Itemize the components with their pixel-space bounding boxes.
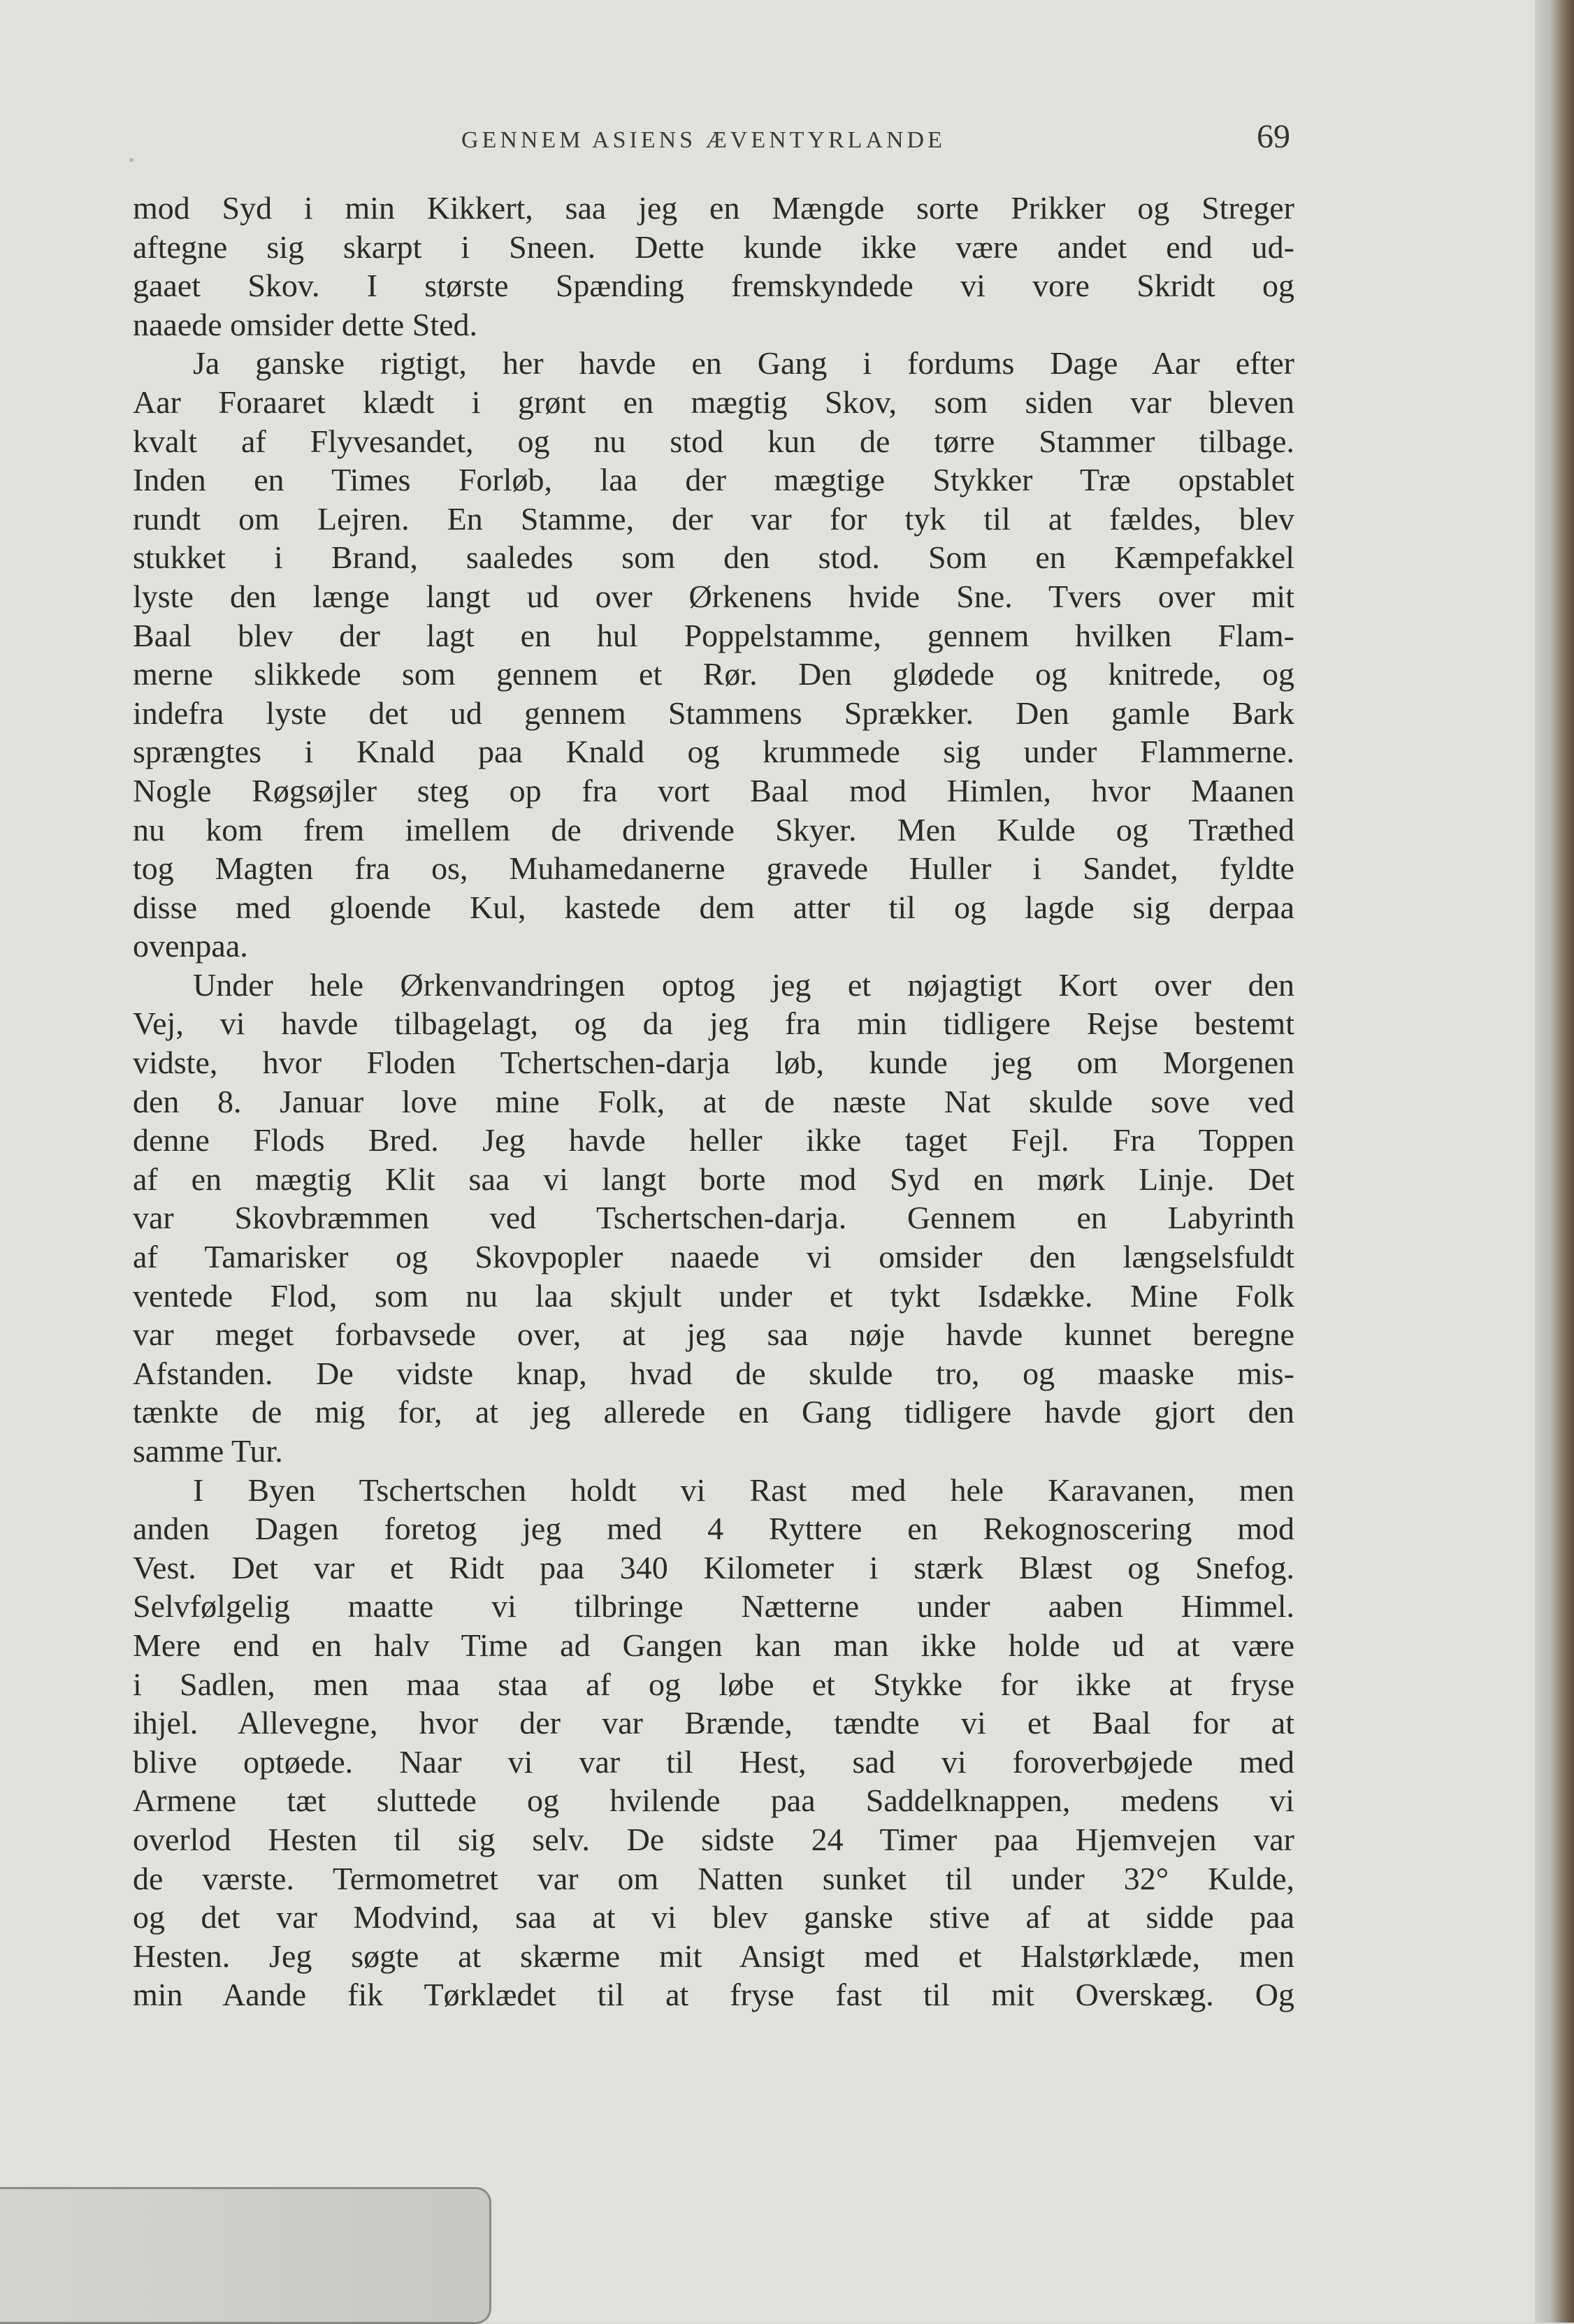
text-line: merne slikkede som gennem et Rør. Den glødede og knitrede, og: [133, 656, 1294, 692]
text-line: den 8. Januar love mine Folk, at de næste Nat skulde sove ved: [133, 1083, 1294, 1119]
text-line: tog Magten fra os, Muhamedanerne gravede Huller i Sandet, fyldte: [133, 850, 1294, 887]
text-line: Baal blev der lagt en hul Poppelstamme, gennem hvilken Flam-: [133, 617, 1294, 653]
text-line: og det var Modvind, saa at vi blev ganske stive af at sidde paa: [133, 1899, 1294, 1936]
text-line: Ja ganske rigtigt, her havde en Gang i fordums Dage Aar efter: [193, 345, 1294, 382]
text-line: min Aande fik Tørklædet til at fryse fast til mit Overskæg. Og: [133, 1977, 1294, 2013]
text-line: mod Syd i min Kikkert, saa jeg en Mængde sorte Prikker og Streger: [133, 190, 1294, 226]
text-line: lyste den længe langt ud over Ørkenens hvide Sne. Tvers over mit: [133, 578, 1294, 614]
page-header: [0, 117, 1535, 173]
text-line: I Byen Tschertschen holdt vi Rast med hele Karavanen, men: [193, 1472, 1294, 1508]
shelf-label-box: [0, 2187, 491, 2324]
text-line: af en mægtig Klit saa vi langt borte mod Syd en mørk Linje. Det: [133, 1161, 1294, 1197]
text-line: Inden en Times Forløb, laa der mægtige Stykker Træ opstablet: [133, 462, 1294, 498]
text-line: Aar Foraaret klædt i grønt en mægtig Skov, som siden var bleven: [133, 384, 1294, 420]
text-line: Vej, vi havde tilbagelagt, og da jeg fra min tidligere Rejse bestemt: [133, 1005, 1294, 1042]
text-line: ihjel. Allevegne, hvor der var Brænde, tændte vi et Baal for at: [133, 1705, 1294, 1741]
page-number: 69: [1257, 118, 1290, 155]
page-edge: [1535, 0, 1574, 2323]
text-line: rundt om Lejren. En Stamme, der var for tyk til at fældes, blev: [133, 500, 1294, 537]
text-line: naaede omsider dette Sted.: [133, 306, 478, 342]
text-line: Armene tæt sluttede og hvilende paa Saddelknappen, medens vi: [133, 1782, 1294, 1819]
text-line: stukket i Brand, saaledes som den stod. Som en Kæmpefakkel: [133, 539, 1294, 576]
text-line: sprængtes i Knald paa Knald og krummede sig under Flammerne.: [133, 734, 1294, 770]
text-line: Hesten. Jeg søgte at skærme mit Ansigt med et Halstørklæde, men: [133, 1938, 1294, 1974]
text-line: aftegne sig skarpt i Sneen. Dette kunde ikke være andet end ud-: [133, 228, 1294, 265]
text-line: overlod Hesten til sig selv. De sidste 24 Timer paa Hjemvejen var: [133, 1821, 1294, 1857]
text-line: var Skovbræmmen ved Tschertschen-darja. Gennem en Labyrinth: [133, 1200, 1294, 1236]
text-line: nu kom frem imellem de drivende Skyer. Men Kulde og Træthed: [133, 811, 1294, 848]
text-line: [133, 2014, 1294, 2054]
text-line: i Sadlen, men maa staa af og løbe et Stykke for ikke at fryse: [133, 1666, 1294, 1702]
text-line: Under hele Ørkenvandringen optog jeg et nøjagtigt Kort over den: [193, 966, 1294, 1003]
text-line: Nogle Røgsøjler steg op fra vort Baal mod Himlen, hvor Maanen: [133, 772, 1294, 808]
text-line: ventede Flod, som nu laa skjult under et tykt Isdække. Mine Folk: [133, 1277, 1294, 1314]
text-line: denne Flods Bred. Jeg havde heller ikke taget Fejl. Fra Toppen: [133, 1122, 1294, 1159]
text-line: var meget forbavsede over, at jeg saa nøje havde kunnet beregne: [133, 1316, 1294, 1353]
text-line: vidste, hvor Floden Tchertschen-darja løb, kunde jeg om Morgenen: [133, 1045, 1294, 1081]
text-line: blive optøede. Naar vi var til Hest, sad vi foroverbøjede med: [133, 1743, 1294, 1780]
text-line: gaaet Skov. I største Spænding fremskyndede vi vore Skridt og: [133, 268, 1294, 304]
text-line: Afstanden. De vidste knap, hvad de skulde tro, og maaske mis-: [133, 1355, 1294, 1391]
text-line: Selvfølgelig maatte vi tilbringe Nætterne under aaben Himmel.: [133, 1588, 1294, 1625]
text-line: disse med gloende Kul, kastede dem atter til og lagde sig derpaa: [133, 889, 1294, 925]
text-line: anden Dagen foretog jeg med 4 Ryttere en Rekognoscering mod: [133, 1511, 1294, 1547]
text-line: ovenpaa.: [133, 928, 248, 964]
text-line: indefra lyste det ud gennem Stammens Sprækker. Den gamle Bark: [133, 695, 1294, 731]
text-line: tænkte de mig for, at jeg allerede en Gang tidligere havde gjort den: [133, 1394, 1294, 1430]
body-text: [133, 189, 1294, 2054]
text-line: samme Tur.: [133, 1433, 283, 1469]
text-line: af Tamarisker og Skovpopler naaede vi omsider den længselsfuldt: [133, 1239, 1294, 1275]
running-title: GENNEM ASIENS ÆVENTYRLANDE: [461, 127, 946, 153]
text-line: de værste. Termometret var om Natten sunket til under 32° Kulde,: [133, 1860, 1294, 1896]
text-line: kvalt af Flyvesandet, og nu stod kun de tørre Stammer tilbage.: [133, 423, 1294, 459]
text-line: Vest. Det var et Ridt paa 340 Kilometer i stærk Blæst og Snefog.: [133, 1549, 1294, 1585]
text-line: Mere end en halv Time ad Gangen kan man ikke holde ud at være: [133, 1627, 1294, 1663]
